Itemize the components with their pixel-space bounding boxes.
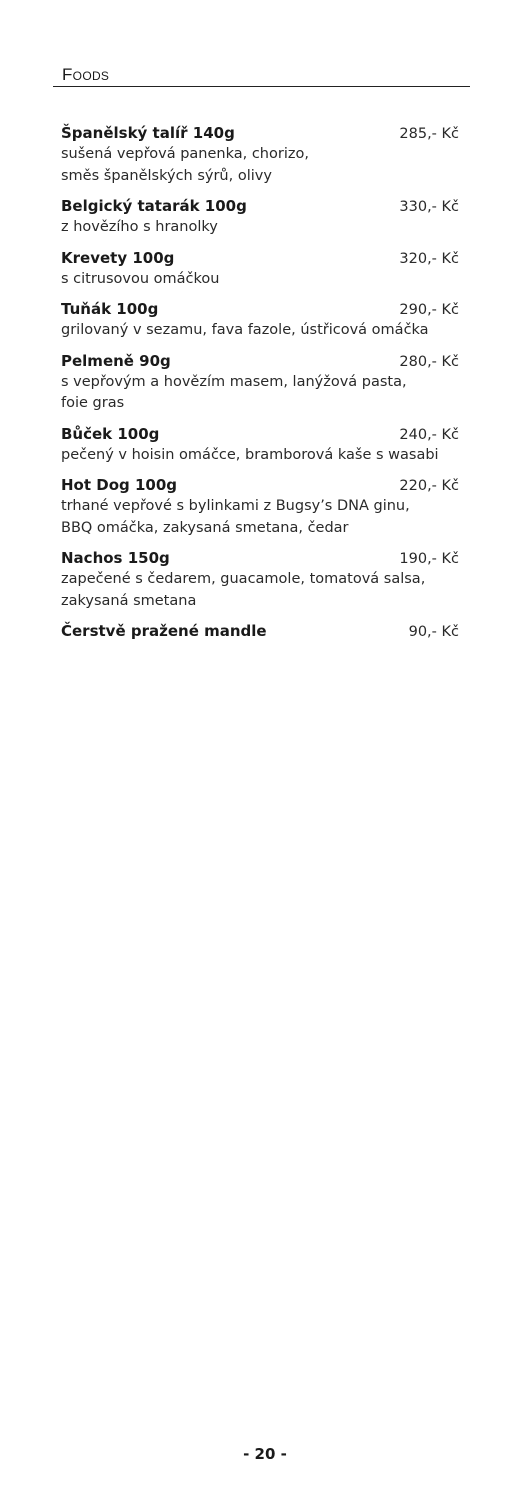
menu-item-price: 290,- Kč bbox=[399, 302, 459, 318]
menu-item bbox=[61, 351, 459, 415]
menu-item-price: 220,- Kč bbox=[399, 478, 459, 494]
menu-item-name: Pelmeně 90g bbox=[61, 351, 171, 370]
menu-item-name: Španělský talíř 140g bbox=[61, 124, 235, 142]
menu-item-description: s vepřovým a hovězím masem, lanýžová pasta, foie gras bbox=[61, 373, 407, 411]
menu-item-name: Hot Dog 100g bbox=[61, 476, 178, 494]
page-number: - 20 - bbox=[243, 1445, 287, 1463]
section-header bbox=[53, 62, 470, 87]
menu-item-description: grilovaný v sezamu, fava fazole, ústřicová omáčka bbox=[61, 322, 429, 338]
menu-item-name: Krevety 100g bbox=[61, 248, 175, 267]
menu-item-name: Bůček 100g bbox=[61, 424, 160, 443]
menu-item bbox=[61, 548, 459, 612]
menu-item-price: 330,- Kč bbox=[399, 199, 459, 215]
section-title: Foods bbox=[62, 65, 110, 84]
menu-item-description: zapečené s čedarem, guacamole, tomatová salsa, zakysaná smetana bbox=[61, 571, 426, 609]
menu-item bbox=[61, 123, 459, 187]
menu-item-price: 190,- Kč bbox=[399, 551, 459, 567]
menu-item-header bbox=[61, 621, 459, 642]
menu-item-description: s citrusovou omáčkou bbox=[61, 270, 220, 287]
menu-item-header bbox=[61, 123, 459, 144]
menu-list bbox=[61, 123, 459, 651]
menu-item-description: trhané vepřové s bylinkami z Bugsy’s DNA ginu, BBQ omáčka, zakysaná smetana, čedar bbox=[61, 498, 410, 536]
menu-item-header bbox=[61, 424, 459, 445]
menu-item-header bbox=[61, 299, 459, 320]
menu-item-price: 280,- Kč bbox=[399, 353, 459, 370]
menu-item-description: z hovězího s hranolky bbox=[61, 219, 218, 235]
menu-item bbox=[61, 424, 459, 467]
menu-item bbox=[61, 475, 459, 539]
menu-item bbox=[61, 196, 459, 239]
menu-item-header bbox=[61, 196, 459, 217]
menu-item-price: 285,- Kč bbox=[399, 126, 459, 142]
menu-item-name: Čerstvě pražené mandle bbox=[61, 622, 267, 640]
menu-item-header bbox=[61, 248, 459, 269]
menu-item bbox=[61, 621, 459, 642]
menu-item-name: Tuňák 100g bbox=[61, 300, 159, 318]
menu-item bbox=[61, 248, 459, 291]
menu-item-name: Belgický tatarák 100g bbox=[61, 197, 247, 215]
menu-item-price: 90,- Kč bbox=[408, 624, 459, 640]
menu-item-description: sušená vepřová panenka, chorizo, směs španělských sýrů, olivy bbox=[61, 146, 309, 184]
menu-item bbox=[61, 299, 459, 342]
menu-item-header bbox=[61, 351, 459, 372]
menu-item-header bbox=[61, 475, 459, 496]
menu-item-description: pečený v hoisin omáčce, bramborová kaše s wasabi bbox=[61, 446, 439, 463]
menu-item-price: 240,- Kč bbox=[399, 426, 459, 443]
menu-item-header bbox=[61, 548, 459, 569]
menu-item-price: 320,- Kč bbox=[399, 250, 459, 267]
menu-item-name: Nachos 150g bbox=[61, 549, 170, 567]
